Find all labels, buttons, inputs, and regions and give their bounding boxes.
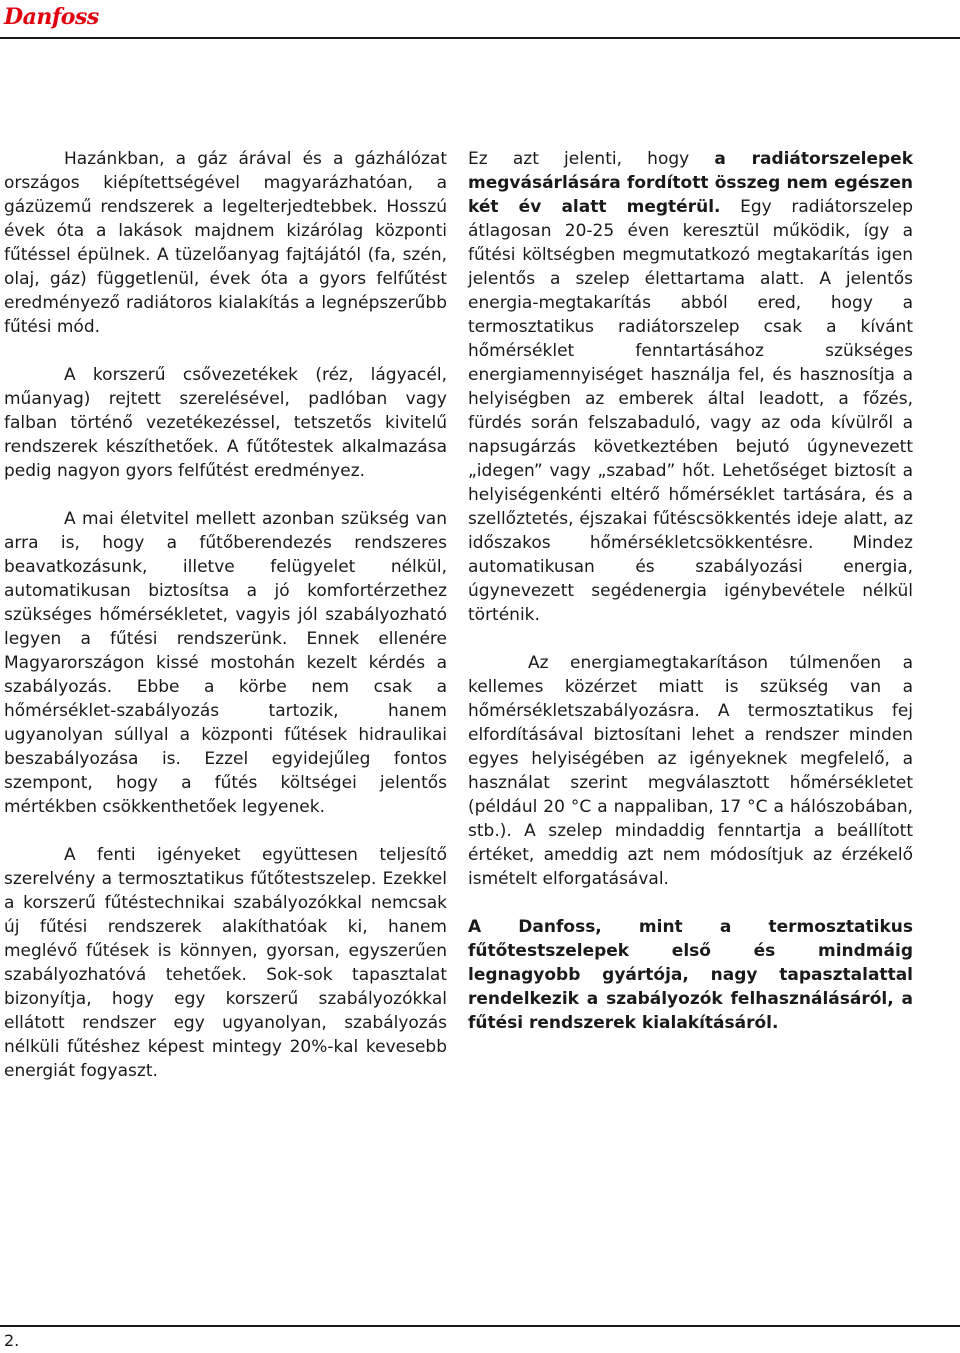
left-paragraph-2: A korszerű csővezetékek (réz, lágyacél, műanyag) rejtett szerelésével, padlóban vagy falban történő vezetékezéssel, tetszetős kivitelű rendszerek készíthetőek. A fűtőtestek alkalmazása pedig nagyon gyors felfűtést eredményez. xyxy=(4,365,447,481)
left-paragraph-3: A mai életvitel mellett azonban szükség van arra is, hogy a fűtőberendezés rendszeres beavatkozásunk, illetve felügyelet nélkül, automatikusan biztosítsa a jó komfortérzethez szükséges hőmérsékletet, vagyis jól szabályozható legyen a fűtési rendszerünk. Ennek ellenére Magyarországon kissé mostohán kezelt kérdés a szabályozás. Ebbe a körbe nem csak a hőmérséklet-szabályozás tartozik, hanem ugyanolyan súllyal a központi fűtések hidraulikai beszabályozása is. Ezzel egyidejűleg fontos szempont, hogy a fűtés költségei jelentős mértékben csökkenthetőek legyenek. xyxy=(4,509,447,817)
left-paragraph-4: A fenti igényeket együttesen teljesítő szerelvény a termosztatikus fűtőtestszelep. Ezekkel a korszerű fűtéstechnikai szabályozókkal nemcsak új fűtési rendszerek alakíthatóak ki, hanem meglévő fűtések is könnyen, gyorsan, egyszerűen szabályozhatóvá tehetőek. Sok-sok tapasztalat bizonyítja, hogy egy korszerű szabályozókkal ellátott rendszer egy ugyanolyan, szabályozás nélküli fűtéshez képest mintegy 20%-kal kevesebb energiát fogyaszt. xyxy=(4,845,447,1081)
right-paragraph-1-end: Egy radiátorszelep átlagosan 20-25 éven keresztül működik, így a fűtési költségben megmutatkozó megtakarítás igen jelentős a szelep élettartama alatt. A jelentős energia-megtakarítás abból ered, hogy a termosztatikus radiátorszelep csak a kívánt hőmérséklet fenntartásához szükséges energiamennyiséget használja fel, és hasznosítja a helyiségben az emberek által leadott, a főzés, fürdés során felszabaduló, vagy az oda kívülről a napsugárzás következtében bejutó úgynevezett „idegen” vagy „szabad” hőt. Lehetőséget biztosít a helyiségenkénti eltérő hőmérséklet tartására, és a szellőztetés, éjszakai fűtéscsökkentés ideje alatt, az időszakos hőmérsékletcsökkentésre. Mindez automatikusan és szabályozási energia, úgynevezett segédenergia igénybevétele nélkül történik. xyxy=(468,197,913,625)
right-paragraph-3: A Danfoss, mint a termosztatikus fűtőtestszelepek első és mindmáig legnagyobb gyártója, nagy tapasztalattal rendelkezik a szabályozók felhasználásáról, a fűtési rendszerek kialakításáról. xyxy=(468,917,913,1033)
right-paragraph-1-start: Ez azt jelenti, hogy xyxy=(468,149,715,169)
footer-divider xyxy=(0,1325,960,1327)
danfoss-logo: Danfoss xyxy=(4,4,99,30)
right-column xyxy=(468,147,913,1035)
page-number: 2. xyxy=(4,1331,20,1350)
right-paragraph-1 xyxy=(468,147,913,627)
left-paragraph-1: Hazánkban, a gáz árával és a gázhálózat országos kiépítettségével magyarázhatóan, a gázüzemű rendszerek a legelterjedtebbek. Hosszú évek óta a lakások majdnem kizárólag központi fűtéssel épülnek. A tüzelőanyag fajtájától (fa, szén, olaj, gáz) függetlenül, évek óta a gyors felfűtést eredményező radiátoros kialakítás a legnépszerűbb fűtési mód. xyxy=(4,149,447,337)
left-column xyxy=(4,147,447,1083)
right-paragraph-2: Az energiamegtakarításon túlmenően a kellemes közérzet miatt is szükség van a hőmérsékletszabályozásra. A termosztatikus fej elfordításával biztosítani lehet a rendszer minden egyes helyiségében az igényeknek megfelelő, a használat szerint megválasztott hőmérsékletet (például 20 °C a nappaliban, 17 °C a hálószobában, stb.). A szelep mindaddig fenntartja a beállított értéket, ameddig azt nem módosítjuk az érzékelő ismételt elforgatásával. xyxy=(468,653,913,889)
right-paragraph-1-bold: a radiátorszelepek megvásárlására fordított összeg nem egészen két év alatt megtérül. xyxy=(468,149,914,217)
header-divider xyxy=(0,37,960,39)
